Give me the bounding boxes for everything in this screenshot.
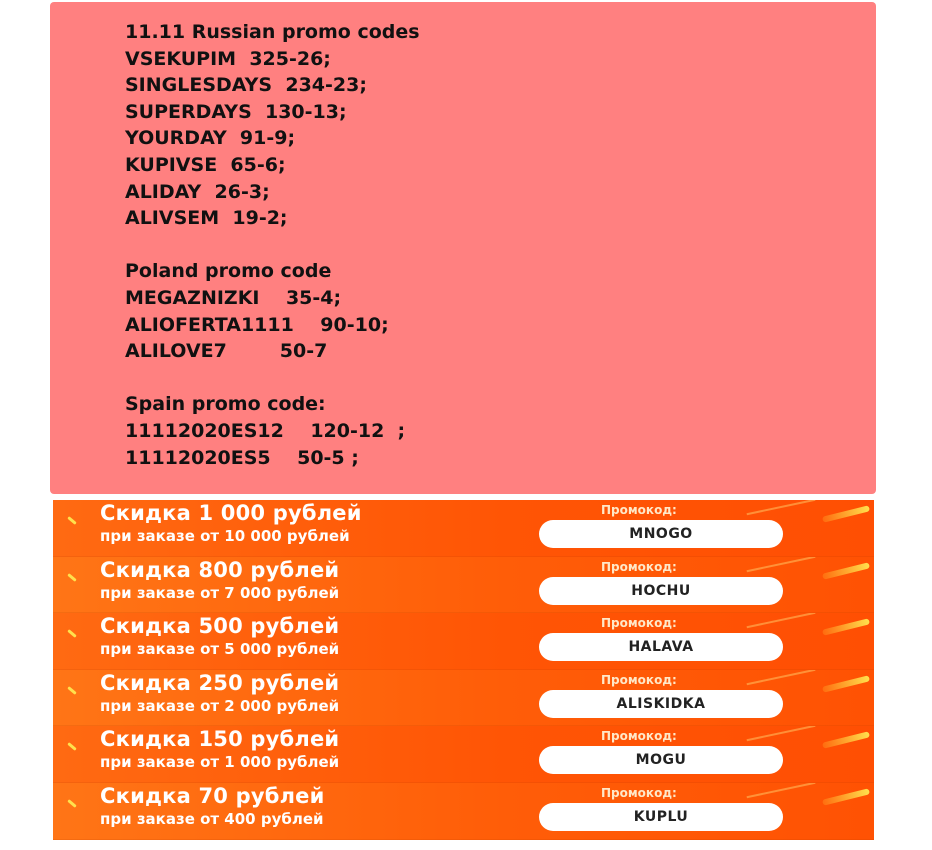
promo-code-pill[interactable]: MOGU xyxy=(539,746,783,774)
discount-title: Скидка 250 рублей xyxy=(100,670,340,695)
russia-code-line: ALIDAY 26-3; xyxy=(125,180,270,203)
discount-condition: при заказе от 1 000 рублей xyxy=(100,753,340,772)
discount-banner xyxy=(53,500,874,840)
russia-code-line: KUPIVSE 65-6; xyxy=(125,153,286,176)
discount-row xyxy=(53,783,874,840)
promo-code-label: Промокод: xyxy=(601,672,677,687)
poland-code-line: ALIOFERTA1111 90-10; xyxy=(125,313,389,336)
section-spacer xyxy=(125,232,876,259)
promo-codes-card xyxy=(50,2,876,494)
poland-code-line: MEGAZNIZKI 35-4; xyxy=(125,286,342,309)
decorative-streak xyxy=(822,562,870,579)
discount-row xyxy=(53,726,874,783)
discount-condition: при заказе от 400 рублей xyxy=(100,809,324,828)
russia-code-line: YOURDAY 91-9; xyxy=(125,127,296,150)
promo-code-label: Промокод: xyxy=(601,503,677,517)
poland-code-line: ALILOVE7 50-7 xyxy=(125,340,328,363)
decorative-streak xyxy=(822,618,870,635)
discount-title: Скидка 800 рублей xyxy=(100,557,340,582)
promo-code-pill[interactable]: MNOGO xyxy=(539,520,783,548)
russia-code-line: ALIVSEM 19-2; xyxy=(125,207,288,230)
promo-code-label: Промокод: xyxy=(601,729,677,744)
poland-heading: Poland promo code xyxy=(125,260,332,283)
decorative-streak xyxy=(747,783,816,798)
tick-icon xyxy=(67,799,77,808)
spain-code-line: 11112020ES12 120-12 ; xyxy=(125,419,406,442)
promo-code-label: Промокод: xyxy=(601,559,677,574)
decorative-streak xyxy=(747,726,816,741)
decorative-streak xyxy=(822,788,870,805)
promo-code-label: Промокод: xyxy=(601,616,677,631)
decorative-streak xyxy=(747,557,816,572)
discount-condition: при заказе от 10 000 рублей xyxy=(100,527,350,545)
promo-code-pill[interactable]: HALAVA xyxy=(539,633,783,661)
tick-icon xyxy=(67,516,77,525)
promo-code-pill[interactable]: HOCHU xyxy=(539,577,783,605)
discount-title: Скидка 500 рублей xyxy=(100,614,340,639)
decorative-streak xyxy=(747,500,816,515)
promo-code-pill[interactable]: KUPLU xyxy=(539,803,783,831)
discount-condition: при заказе от 2 000 рублей xyxy=(100,696,340,715)
tick-icon xyxy=(67,573,77,582)
russia-code-line: VSEKUPIM 325-26; xyxy=(125,47,331,70)
section-spacer xyxy=(125,365,876,392)
decorative-streak xyxy=(747,613,816,628)
decorative-streak xyxy=(822,732,870,749)
discount-title: Скидка 70 рублей xyxy=(100,783,325,808)
russia-heading: 11.11 Russian promo codes xyxy=(125,21,420,43)
promo-code-pill[interactable]: ALISKIDKA xyxy=(539,690,783,718)
decorative-streak xyxy=(747,670,816,685)
discount-title: Скидка 150 рублей xyxy=(100,727,340,752)
tick-icon xyxy=(67,686,77,695)
discount-row xyxy=(53,557,874,614)
discount-row xyxy=(53,613,874,670)
discount-condition: при заказе от 7 000 рублей xyxy=(100,583,340,602)
discount-title: Скидка 1 000 рублей xyxy=(100,501,362,525)
decorative-streak xyxy=(822,505,870,522)
russia-code-line: SUPERDAYS 130-13; xyxy=(125,100,347,123)
promo-code-label: Промокод: xyxy=(601,785,677,800)
discount-row xyxy=(53,500,874,557)
russia-code-line: SINGLESDAYS 234-23; xyxy=(125,74,367,97)
tick-icon xyxy=(67,629,77,638)
spain-code-line: 11112020ES5 50-5 ; xyxy=(125,446,359,469)
tick-icon xyxy=(67,743,77,752)
discount-condition: при заказе от 5 000 рублей xyxy=(100,640,340,659)
spain-heading: Spain promo code: xyxy=(125,393,326,416)
discount-row xyxy=(53,670,874,727)
decorative-streak xyxy=(822,675,870,692)
